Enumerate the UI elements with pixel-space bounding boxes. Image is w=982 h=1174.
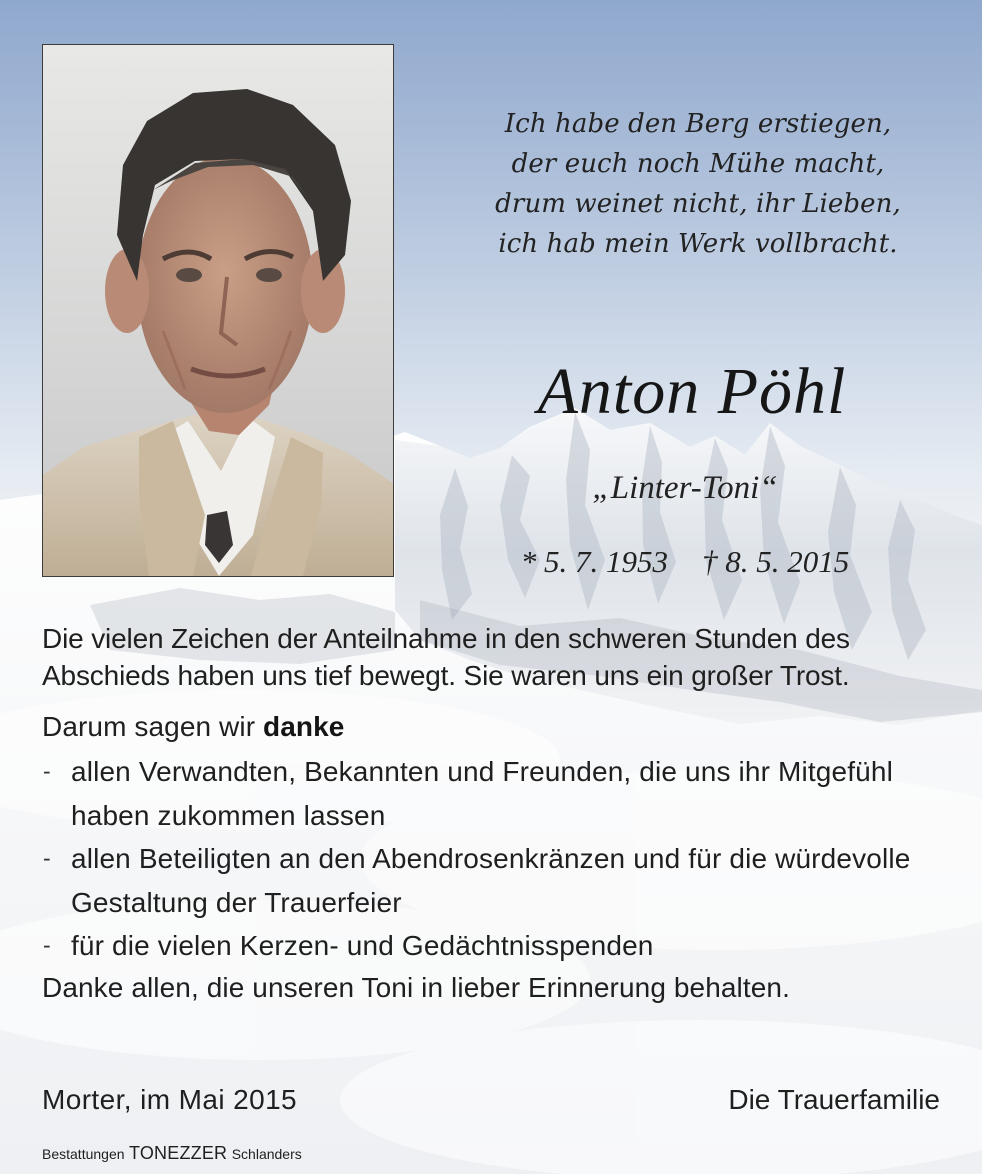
thanks-item-text: allen Verwandten, Bekannten und Freunden, die uns ihr Mitgefühl haben zukommen lassen <box>71 756 893 831</box>
list-dash: - <box>43 758 51 784</box>
birth-date: * 5. 7. 1953 <box>520 544 668 579</box>
thanks-list-item <box>42 750 947 837</box>
portrait-photo <box>42 44 394 577</box>
deceased-nickname: „Linter-Toni“ <box>592 470 778 506</box>
closing-line: Danke allen, die unseren Toni in lieber Erinnerung behalten. <box>42 971 790 1003</box>
undertaker-town: Schlanders <box>231 1146 302 1162</box>
poem-line: ich hab mein Werk vollbracht. <box>498 229 898 259</box>
thanks-item-text: für die vielen Kerzen- und Gedächtnisspenden <box>71 930 654 961</box>
memorial-poem <box>428 104 968 264</box>
thanks-intro: Die vielen Zeichen der Anteilnahme in den schweren Stunden des Abschieds haben uns tief bewegt. Sie waren uns ein großer Trost. <box>42 623 850 691</box>
poem-line: Ich habe den Berg erstiegen, <box>504 109 892 139</box>
thanks-item-text: allen Beteiligten an den Abendrosenkränzen und für die würdevolle Gestaltung der Trauerfeier <box>71 843 911 918</box>
life-dates <box>440 542 930 582</box>
undertaker-credit <box>42 1143 302 1164</box>
place-date: Morter, im Mai 2015 <box>42 1084 298 1115</box>
family-signature: Die Trauerfamilie <box>728 1084 940 1115</box>
danke-line <box>42 708 947 745</box>
thanks-section <box>42 620 947 1006</box>
deceased-name: Anton Pöhl <box>537 355 847 428</box>
thanks-list-item <box>42 924 947 968</box>
poem-line: drum weinet nicht, ihr Lieben, <box>495 189 901 219</box>
death-date: † 8. 5. 2015 <box>702 544 850 579</box>
undertaker-prefix: Bestattungen <box>42 1146 125 1162</box>
danke-word: danke <box>263 711 345 742</box>
list-dash: - <box>43 932 51 958</box>
list-dash: - <box>43 845 51 871</box>
poem-line: der euch noch Mühe macht, <box>511 149 885 179</box>
thanks-list <box>42 750 947 968</box>
thanks-list-item <box>42 837 947 924</box>
danke-prefix: Darum sagen wir <box>42 711 256 742</box>
portrait-illustration <box>43 45 393 576</box>
undertaker-name: TONEZZER <box>128 1143 228 1163</box>
